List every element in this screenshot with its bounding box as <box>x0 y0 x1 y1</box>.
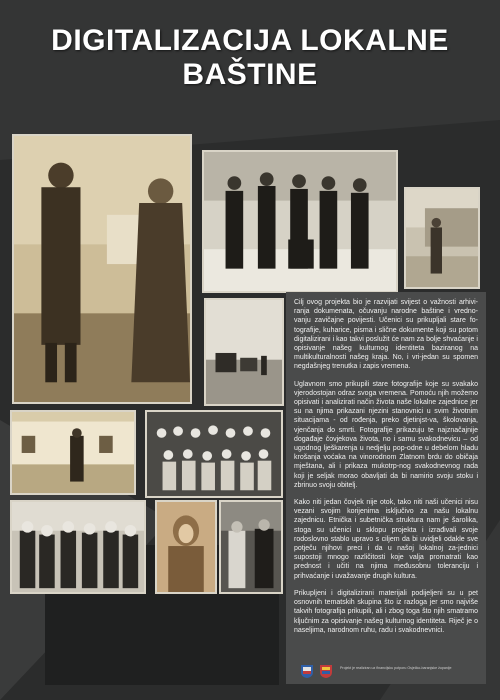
photo-horse-cart-road <box>204 298 284 406</box>
photo-musicians-group <box>202 150 398 293</box>
photo-man-by-building <box>404 187 480 289</box>
footer-logos <box>300 664 333 678</box>
photo-couple-portrait <box>12 134 192 404</box>
footer-funding-note: Projekt je realiziran uz financijsku potporu Osječko-baranjske županije <box>340 666 452 670</box>
photo-school-children <box>145 410 283 498</box>
paragraph-materials: Prikupljeni i digitalizirani materijali podijeljeni su u pet osnovnih tematskih skupina što iz razloga jer smo najviše takvih fotografija prikupili, ali i zbog toga što njih smatramo ključnim za opisivanje našeg kulturnog identiteta. Riječ je o naseljima, narodnom ruhu, radu i svakodnevnici. <box>294 589 478 634</box>
photo-woman-headscarf <box>155 500 217 594</box>
description-panel <box>286 292 486 684</box>
photo-family-dark <box>219 500 283 594</box>
county-coat-of-arms-icon <box>319 664 333 678</box>
paragraph-community: Kako niti jedan čovjek nije otok, tako niti naši učenici nisu vezani svojim korijenima isključivo za našu lokalnu zajednicu. Etnička i subetnička struktura nam je šarolika, stoga su učenici u sklopu projekta i izrađivali svoje rodoslovno stablo upravo s ciljem da bi uvidjeli odakle sve potječu njihovi preci i da u našoj lokalnoj za-jednici supostoji mnogo različitosti koje valja promatrati kao prednost i učiti na njima međusobnu toleranciju i prihvaćanje i uvažavanje drugih kultura. <box>294 499 478 580</box>
page-title <box>0 24 500 92</box>
paragraph-photographs: Uglavnom smo prikupili stare fotografije koje su svakako vjerodostojan odraz svoga vremena. Pomoću njih možemo opisivati i analizirati način života naše lokalne zajednice jer su na njima prikazani njezini stanovnici u svim životnim situacijama - od rođenja, preko djetinjst-va, školovanja, vjenčanja do smrti. Fotografije prikazuju te najznačajnije događaje čovjekova života, no i samu svakodnevicu – od ugodnog lješkarenja u nedjelju pop-odne u debelom hladu krošanja voćaka na vinorodnom Zlatnom brdu do običaja mještana, ali i prikaza mukotrp-nog svakodnevnog rada koji je seljak morao obavljati da bi namirio svoju stoku i zbrinuo svoju obitelj. <box>294 380 478 489</box>
page-title-line-1: DIGITALIZACIJA LOKALNE <box>51 24 449 57</box>
photo-women-group <box>10 500 146 594</box>
municipality-coat-of-arms-icon <box>300 664 314 678</box>
page-title-line-2: BAŠTINE <box>182 58 318 91</box>
photo-woman-courtyard <box>10 410 136 495</box>
paragraph-project-goal: Cilj ovog projekta bio je razvijati svijest o važnosti arhivi-ranja dokumenata, očuvanju narodne baštine i vredno-vanju zavičajne povijesti. Učenici su prikupljali stare fo-tografije, kuharice, pisma i slične dokumente koji su potom digitalizirani i kao takvi poslužit će nam za bolje shvaćanje i opisivanje našeg kulturnog identiteta baziranog na multikulturalnosti našeg kraja. No, i vri-jedan su spomen negdašnjeg trenutka i zapis vremena. <box>294 299 478 371</box>
